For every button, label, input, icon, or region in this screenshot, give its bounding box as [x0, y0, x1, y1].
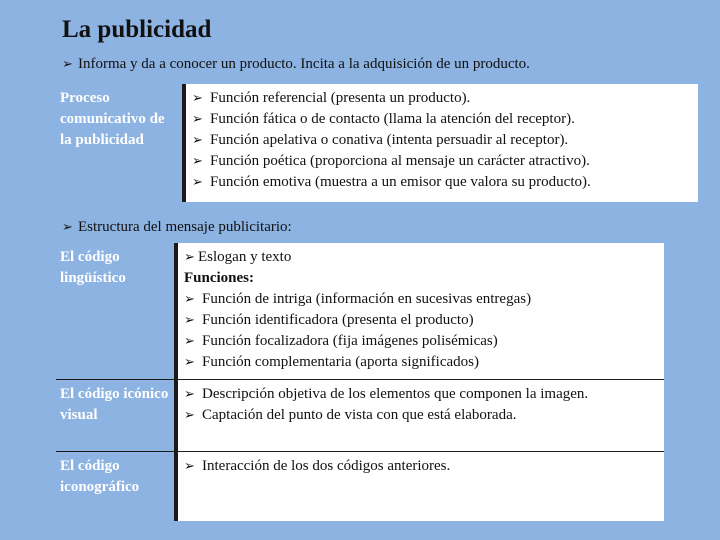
- list-item: ➢ Función identificadora (presenta el producto): [184, 310, 658, 331]
- arrow-bullet-icon: ➢: [184, 250, 195, 265]
- intro-bullet: [62, 56, 530, 73]
- list-item: ➢ Eslogan y texto: [184, 247, 658, 268]
- table-row: [56, 452, 664, 521]
- functions-heading: Funciones:: [184, 270, 255, 286]
- arrow-bullet-icon: ➢: [184, 292, 195, 307]
- list-item: ➢ Interacción de los dos códigos anteriores.: [184, 456, 658, 477]
- list-item: ➢ Función emotiva (muestra a un emisor que valora su producto).: [192, 172, 692, 193]
- list-item: ➢ Función de intriga (información en sucesivas entregas): [184, 289, 658, 310]
- arrow-bullet-icon: ➢: [192, 133, 203, 148]
- list-item: ➢ Captación del punto de vista con que está elaborada.: [184, 405, 658, 426]
- row-label: El código icónico visual: [56, 380, 178, 451]
- arrow-bullet-icon: ➢: [184, 334, 195, 349]
- arrow-bullet-icon: ➢: [192, 154, 203, 169]
- table-row: [56, 243, 664, 380]
- arrow-bullet-icon: ➢: [184, 355, 195, 370]
- row-content: [178, 243, 664, 379]
- page-title: La publicidad: [62, 16, 212, 43]
- arrow-bullet-icon: ➢: [184, 387, 195, 402]
- arrow-bullet-icon: ➢: [184, 459, 195, 474]
- list-item: ➢ Función apelativa o conativa (intenta persuadir al receptor).: [192, 130, 692, 151]
- process-functions: [186, 84, 698, 202]
- arrow-bullet-icon: ➢: [62, 220, 73, 235]
- arrow-bullet-icon: ➢: [184, 408, 195, 423]
- list-item: ➢ Descripción objetiva de los elementos que componen la imagen.: [184, 384, 658, 405]
- list-item: ➢ Función poética (proporciona al mensaje un carácter atractivo).: [192, 151, 692, 172]
- arrow-bullet-icon: ➢: [192, 91, 203, 106]
- structure-bullet-text: Estructura del mensaje publicitario:: [78, 219, 292, 235]
- row-label: El código iconográfico: [56, 452, 178, 521]
- list-item: ➢ Función focalizadora (fija imágenes polisémicas): [184, 331, 658, 352]
- process-table: [56, 84, 698, 202]
- arrow-bullet-icon: ➢: [192, 175, 203, 190]
- intro-bullet-text: Informa y da a conocer un producto. Incita a la adquisición de un producto.: [78, 56, 530, 72]
- arrow-bullet-icon: ➢: [184, 313, 195, 328]
- row-content: [178, 452, 664, 521]
- arrow-bullet-icon: ➢: [192, 112, 203, 127]
- arrow-bullet-icon: ➢: [62, 57, 73, 72]
- structure-table: [56, 243, 664, 521]
- row-label: El código lingüístico: [56, 243, 178, 379]
- structure-bullet: [62, 219, 292, 236]
- list-item: ➢ Función fática o de contacto (llama la atención del receptor).: [192, 109, 692, 130]
- list-item: ➢ Función referencial (presenta un producto).: [192, 88, 692, 109]
- row-content: [178, 380, 664, 451]
- process-label: Proceso comunicativo de la publicidad: [56, 84, 186, 202]
- table-row: [56, 380, 664, 452]
- list-item: ➢ Función complementaria (aporta significados): [184, 352, 658, 373]
